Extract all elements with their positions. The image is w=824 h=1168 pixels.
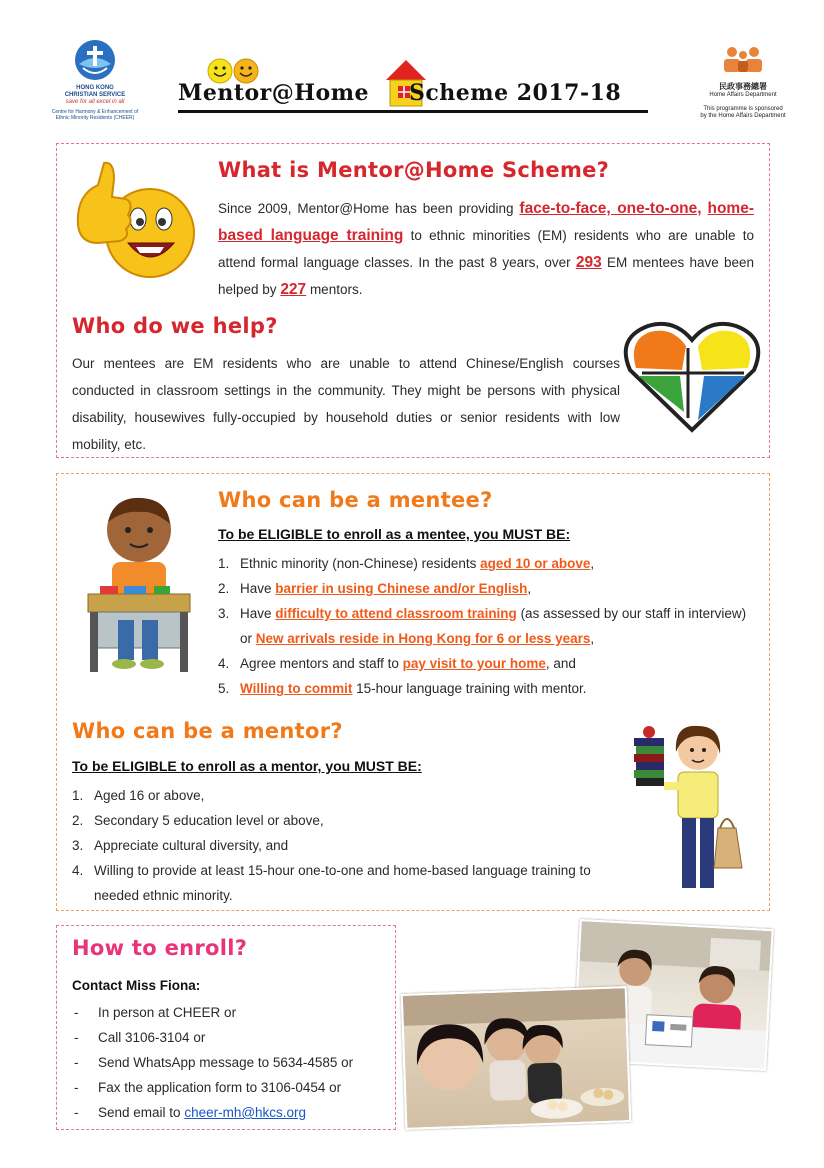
title-banner bbox=[170, 50, 660, 120]
mentee-requirement-1: 1. Ethnic minority (non-Chinese) residents aged 10 or above, bbox=[218, 556, 595, 571]
org-motto: save for all excel in all bbox=[65, 99, 125, 105]
highlight-home-based: home-based language training bbox=[218, 200, 754, 244]
mentees-count: 293 bbox=[575, 254, 602, 271]
what-is-paragraph: Since 2009, Mentor@Home has been providing face-to-face, one-to-one, home-based language training to ethnic minorities (EM) residents who are unable to attend formal language classes. In the past 8 years, over 293 EM mentees have been helped by 227 mentors. bbox=[218, 200, 754, 298]
mentee-requirement-4: 4. Agree mentors and staff to pay visit to your home, and bbox=[218, 656, 576, 671]
mentor-requirement-3: 3. Appreciate cultural diversity, and bbox=[72, 838, 289, 853]
mentor-eligibility-heading: To be ELIGIBLE to enroll as a mentor, you MUST BE: bbox=[72, 758, 422, 774]
boy-at-desk-icon bbox=[84, 490, 194, 680]
mentor-requirements-list bbox=[72, 783, 612, 908]
highlight-face-to-face: face-to-face, one-to-one, bbox=[519, 200, 702, 217]
enroll-method-4: - Fax the application form to 3106-0454 or bbox=[74, 1080, 342, 1095]
mentee-requirements-list bbox=[218, 551, 748, 701]
mentor-requirement-4: 4. Willing to provide at least 15-hour one-to-one and home-based language training to needed ethnic minority. bbox=[72, 863, 591, 903]
who-help-paragraph: Our mentees are EM residents who are unable to attend Chinese/English courses conducted in classroom settings in the community. They might be persons with physical disability, housewives fully-occupied by household duties or senior residents with low mobility, etc. bbox=[72, 356, 620, 452]
had-logo bbox=[688, 44, 798, 120]
mentee-requirement-2: 2. Have barrier in using Chinese and/or English, bbox=[218, 581, 532, 596]
contact-person: Contact Miss Fiona: bbox=[72, 978, 201, 993]
enroll-heading: How to enroll? bbox=[72, 936, 248, 960]
enroll-method-2: - Call 3106-3104 or bbox=[74, 1030, 206, 1045]
mentee-requirement-3: 3. Have difficulty to attend classroom training (as assessed by our staff in interview) or New arrivals reside in Hong Kong for 6 or less years, bbox=[218, 606, 747, 646]
group-selfie-photo bbox=[401, 986, 632, 1130]
mentor-requirement-1: 1. Aged 16 or above, bbox=[72, 788, 205, 803]
sponsor-note: This programme is sponsored by the Home Affairs Department bbox=[700, 106, 786, 119]
mentor-heading: Who can be a mentor? bbox=[72, 719, 343, 743]
group-selfie-graphic bbox=[403, 988, 632, 1130]
enroll-method-1: - In person at CHEER or bbox=[74, 1005, 237, 1020]
enroll-method-5: - Send email to cheer-mh@hkcs.org bbox=[74, 1105, 307, 1120]
thumbs-up-emoji-icon bbox=[68, 155, 198, 285]
home-affairs-emblem-icon bbox=[720, 44, 766, 74]
mentors-count: 227 bbox=[280, 281, 307, 298]
mentee-requirement-5: 5. Willing to commit 15-hour language training with mentor. bbox=[218, 681, 587, 696]
sponsor-en: Home Affairs Department bbox=[709, 92, 777, 98]
mentee-eligibility-heading: To be ELIGIBLE to enroll as a mentee, you MUST BE: bbox=[218, 526, 571, 542]
who-help-heading: Who do we help? bbox=[72, 314, 278, 338]
enroll-methods-list bbox=[72, 1000, 392, 1125]
mentor-requirement-2: 2. Secondary 5 education level or above, bbox=[72, 813, 324, 828]
hkcs-logo bbox=[40, 38, 150, 121]
puzzle-heart-icon bbox=[622, 318, 762, 434]
org-name: HONG KONG CHRISTIAN SERVICE bbox=[64, 85, 126, 98]
sponsor-zh: 民政事務總署 bbox=[719, 82, 767, 91]
centre-name: Centre for Harmony & Enhancement of Ethnic Minority Residents (CHEER) bbox=[51, 109, 139, 121]
page-title: Mentor@Home Scheme 2017-18 bbox=[178, 80, 622, 106]
teacher-with-books-icon bbox=[630, 718, 750, 898]
what-is-heading: What is Mentor@Home Scheme? bbox=[218, 158, 610, 182]
hkcs-emblem-icon bbox=[73, 38, 117, 82]
title-underline bbox=[178, 110, 648, 113]
enroll-method-3: - Send WhatsApp message to 5634-4585 or bbox=[74, 1055, 354, 1070]
mentee-heading: Who can be a mentee? bbox=[218, 488, 493, 512]
email-link[interactable]: cheer-mh@hkcs.org bbox=[184, 1105, 307, 1120]
